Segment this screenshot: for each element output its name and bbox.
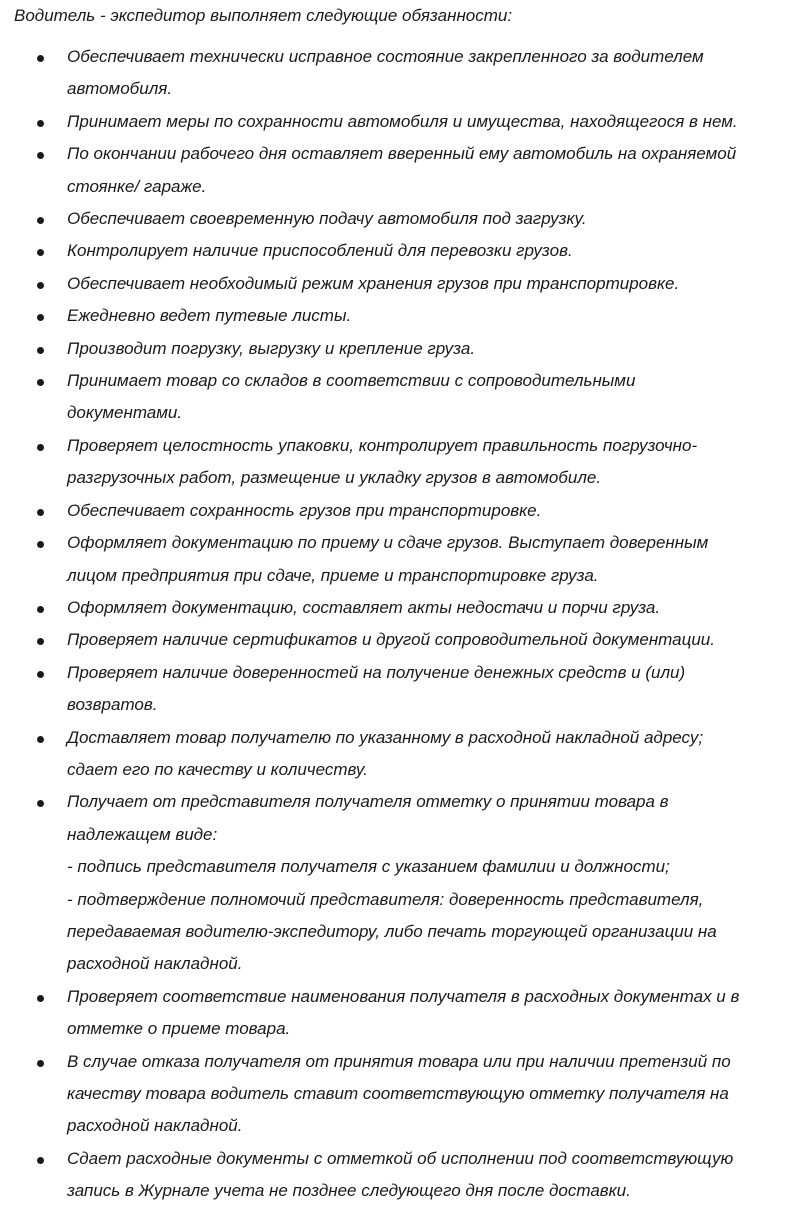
list-item-text: разгрузочных работ, размещение и укладку грузов в автомобиле. bbox=[67, 468, 602, 488]
list-item-text: Получает от представителя получателя отметку о принятии товара в bbox=[67, 792, 669, 812]
list-item-text: - подтверждение полномочий представителя: доверенность представителя, bbox=[67, 889, 704, 909]
bullet-icon bbox=[37, 120, 44, 127]
list-item-text: Проверяет целостность упаковки, контролирует правильность погрузочно- bbox=[67, 435, 698, 455]
list-item-text: Оформляет документацию, составляет акты недостачи и порчи груза. bbox=[67, 597, 661, 617]
list-item-text: стоянке/ гараже. bbox=[67, 176, 207, 196]
list-item bbox=[14, 235, 792, 267]
list-item-text: Обеспечивает технически исправное состояние закрепленного за водителем bbox=[67, 47, 704, 66]
list-item bbox=[14, 624, 792, 656]
list-item-text: сдает его по качеству и количеству. bbox=[67, 759, 368, 779]
list-item-text: Сдает расходные документы с отметкой об исполнении под соответствующую bbox=[67, 1148, 734, 1168]
list-item-text: автомобиля. bbox=[67, 79, 173, 99]
list-item-text: Доставляет товар получателю по указанному в расходной накладной адресу; bbox=[67, 727, 704, 747]
duties-list bbox=[14, 41, 792, 1208]
list-item bbox=[14, 138, 792, 203]
bullet-icon bbox=[37, 671, 44, 678]
list-item-text: передаваемая водителю-экспедитору, либо печать торгующей организации на bbox=[67, 921, 717, 941]
bullet-icon bbox=[37, 1060, 44, 1067]
bullet-icon bbox=[37, 152, 44, 159]
list-item bbox=[14, 722, 792, 787]
list-item-text: Обеспечивает своевременную подачу автомобиля под загрузку. bbox=[67, 209, 587, 229]
bullet-icon bbox=[37, 379, 44, 386]
bullet-icon bbox=[37, 282, 44, 289]
list-item-text: Проверяет соответствие наименования получателя в расходных документах и в bbox=[67, 986, 740, 1006]
bullet-icon bbox=[37, 444, 44, 451]
bullet-icon bbox=[37, 541, 44, 548]
list-item bbox=[14, 1143, 792, 1208]
list-item-text: Обеспечивает необходимый режим хранения грузов при транспортировке. bbox=[67, 273, 680, 293]
bullet-icon bbox=[37, 638, 44, 645]
bullet-icon bbox=[37, 249, 44, 256]
list-item bbox=[14, 203, 792, 235]
list-item bbox=[14, 41, 792, 106]
bullet-icon bbox=[37, 347, 44, 354]
list-item bbox=[14, 300, 792, 332]
list-item-text: лицом предприятия при сдаче, приеме и транспортировке груза. bbox=[67, 565, 599, 585]
list-item-text: Контролирует наличие приспособлений для перевозки грузов. bbox=[67, 241, 573, 261]
list-item bbox=[14, 527, 792, 592]
list-item-text: расходной накладной. bbox=[67, 1116, 243, 1136]
list-item bbox=[14, 365, 792, 430]
list-item bbox=[14, 106, 792, 138]
list-item-text: отметке о приеме товара. bbox=[67, 1019, 291, 1039]
list-item-text: Обеспечивает сохранность грузов при транспортировке. bbox=[67, 500, 542, 520]
list-item-text: Проверяет наличие сертификатов и другой сопроводительной документации. bbox=[67, 630, 715, 650]
list-item-text: Ежедневно ведет путевые листы. bbox=[67, 306, 352, 326]
list-item-text: Проверяет наличие доверенностей на получение денежных средств и (или) bbox=[67, 662, 686, 682]
list-item-text: надлежащем виде: bbox=[67, 824, 218, 844]
list-item-text: качеству товара водитель ставит соответствующую отметку получателя на bbox=[67, 1084, 729, 1103]
list-item-text: возвратов. bbox=[67, 695, 158, 715]
list-item bbox=[14, 786, 792, 980]
list-item bbox=[14, 592, 792, 624]
list-item-text: Оформляет документацию по приему и сдаче грузов. Выступает доверенным bbox=[67, 533, 709, 553]
bullet-icon bbox=[37, 736, 44, 743]
list-item bbox=[14, 495, 792, 527]
list-item bbox=[14, 430, 792, 495]
bullet-icon bbox=[37, 217, 44, 224]
list-item-text: - подпись представителя получателя с указанием фамилии и должности; bbox=[67, 857, 670, 877]
list-item bbox=[14, 1046, 792, 1143]
list-item bbox=[14, 981, 792, 1046]
list-item bbox=[14, 268, 792, 300]
bullet-icon bbox=[37, 995, 44, 1002]
list-item-text: расходной накладной. bbox=[67, 954, 243, 974]
list-item-text: запись в Журнале учета не позднее следующего дня после доставки. bbox=[67, 1181, 631, 1201]
list-item-text: Принимает товар со складов в соответствии с сопроводительными bbox=[67, 371, 636, 391]
bullet-icon bbox=[37, 314, 44, 321]
bullet-icon bbox=[37, 55, 44, 62]
bullet-icon bbox=[37, 800, 44, 807]
list-item bbox=[14, 657, 792, 722]
list-item-text: Принимает меры по сохранности автомобиля и имущества, находящегося в нем. bbox=[67, 111, 738, 131]
list-item-text: В случае отказа получателя от принятия товара или при наличии претензий по bbox=[67, 1051, 731, 1071]
list-item bbox=[14, 333, 792, 365]
list-item-text: документами. bbox=[67, 403, 183, 423]
bullet-icon bbox=[37, 606, 44, 613]
bullet-icon bbox=[37, 1157, 44, 1164]
bullet-icon bbox=[37, 509, 44, 516]
intro-heading: Водитель - экспедитор выполняет следующие обязанности: bbox=[14, 6, 513, 25]
list-item-text: По окончании рабочего дня оставляет вверенный ему автомобиль на охраняемой bbox=[67, 144, 737, 164]
list-item-text: Производит погрузку, выгрузку и крепление груза. bbox=[67, 338, 476, 358]
